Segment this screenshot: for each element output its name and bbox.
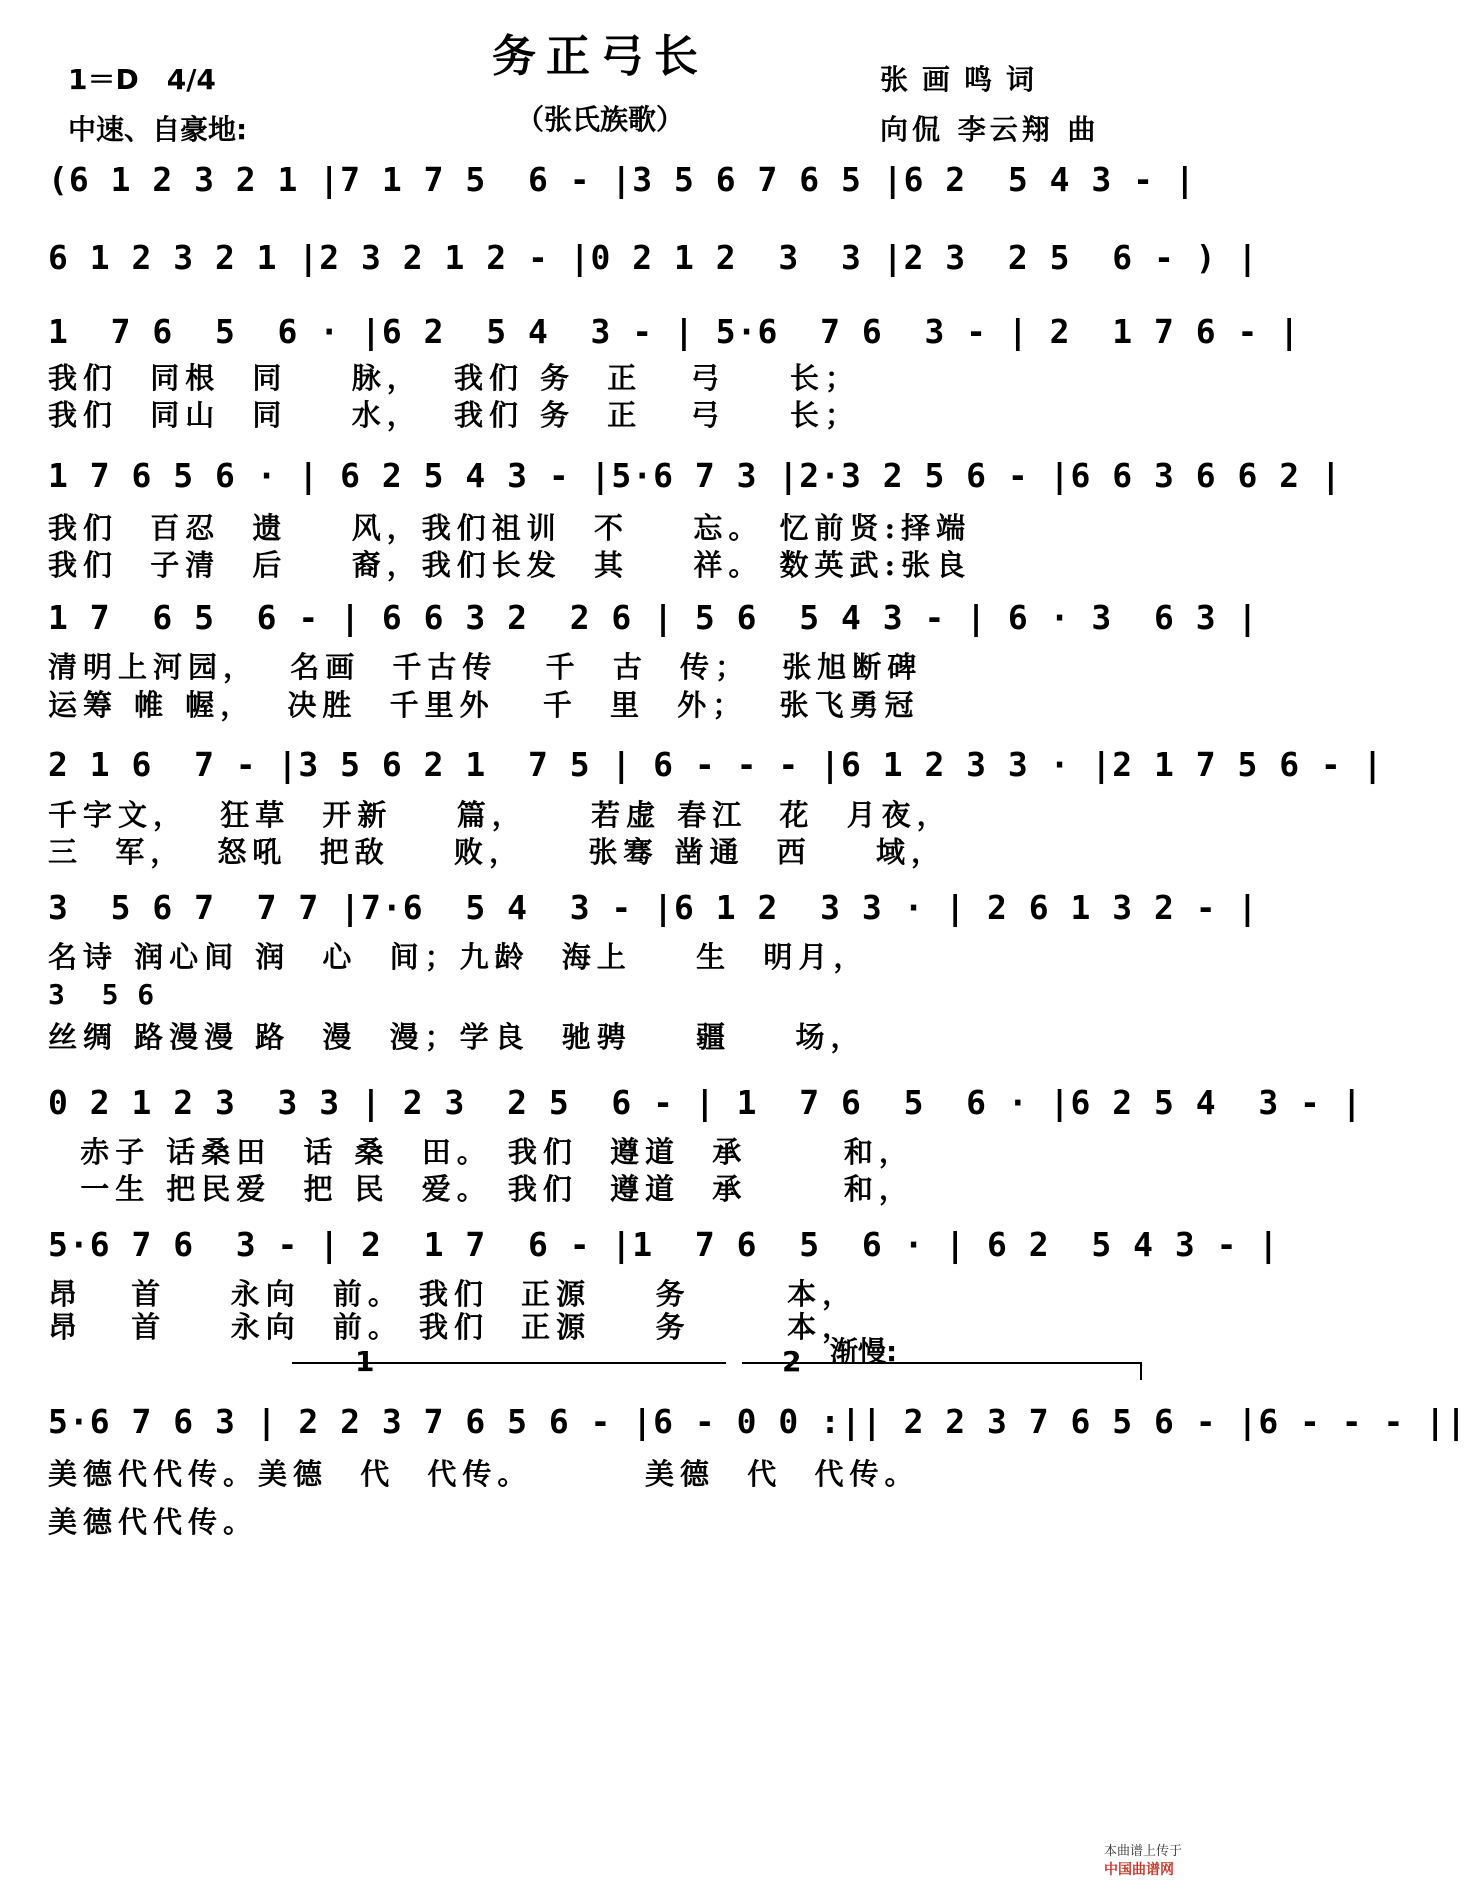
score-notes-line: (6 1 2 3 2 1 |7 1 7 5 6 - |3 5 6 7 6 5 |6 2 5 4 3 - | xyxy=(48,160,1196,199)
lyric-line: 清明上河园， 名画 千古传 千 古 传； 张旭断碑 xyxy=(48,650,923,684)
lyric-line: 三 军， 怒吼 把敌 败， 张骞 凿通 西 域， xyxy=(48,835,947,869)
upload-footer xyxy=(1096,1825,1182,1879)
score-notes-line: 5·6 7 6 3 - | 2 1 7 6 - |1 7 6 5 6 · | 6 2 5 4 3 - | xyxy=(48,1225,1280,1264)
lyric-line: 我们 同根 同 脉， 我们 务 正 弓 长； xyxy=(48,361,860,395)
score-notes-line: 3 5 6 7 7 7 |7·6 5 4 3 - |6 1 2 3 3 · | 2 6 1 3 2 - | xyxy=(48,888,1259,927)
lyricist-credit: 张画鸣词 xyxy=(880,63,1049,96)
second-ending-number: 2 xyxy=(782,1345,802,1378)
score-notes-line: 5·6 7 6 3 | 2 2 3 7 6 5 6 - |6 - 0 0 :|| 2 2 3 7 6 5 6 - |6 - - - || xyxy=(48,1402,1467,1441)
lyric-line: 我们 同山 同 水， 我们 务 正 弓 长； xyxy=(48,398,860,432)
score-notes-line: 1 7 6 5 6 · | 6 2 5 4 3 - |5·6 7 3 |2·3 2 5 6 - |6 6 3 6 6 2 | xyxy=(48,456,1342,495)
second-ending-tick xyxy=(1140,1362,1142,1380)
alt-notes-fragment: 3 5 6 xyxy=(48,978,156,1011)
lyric-line: 我们 子清 后 裔，我们长发 其 祥。 数英武:张良 xyxy=(48,548,972,582)
footer-uploaded-text: 本曲谱上传于 xyxy=(1103,1844,1182,1859)
key-signature: 1＝D 4/4 xyxy=(68,63,216,96)
tempo-marking: 中速、自豪地: xyxy=(68,113,248,146)
lyric-line: 昂 首 永向 前。 我们 正源 务 本， xyxy=(48,1310,858,1344)
lyric-line: 美德代代传。美德 代 代传。 美德 代 代传。 xyxy=(48,1457,920,1491)
lyric-line: 丝绸 路漫漫 路 漫 漫；学良 驰骋 疆 场， xyxy=(48,1020,866,1054)
lyric-line: 千字文， 狂草 开新 篇， 若虚 春江 花 月夜， xyxy=(48,798,952,832)
song-title: 务正弓长 xyxy=(492,31,708,82)
lyric-line: 运筹 帷 幄， 决胜 千里外 千 里 外； 张飞勇冠 xyxy=(48,688,920,722)
song-subtitle: （张氏族歌） xyxy=(515,103,684,136)
lyric-line: 美德代代传。 xyxy=(48,1505,259,1539)
composer-credit: 向侃 李云翔 曲 xyxy=(880,113,1100,146)
lyric-line: 我们 百忍 遗 风，我们祖训 不 忘。 忆前贤:择端 xyxy=(48,511,972,545)
lyric-line: 一生 把民爱 把 民 爱。 我们 遵道 承 和， xyxy=(48,1172,914,1206)
score-notes-line: 1 7 6 5 6 · |6 2 5 4 3 - | 5·6 7 6 3 - | 2 1 7 6 - | xyxy=(48,312,1301,351)
lyric-line: 名诗 润心间 润 心 间；九龄 海上 生 明月， xyxy=(48,940,869,974)
score-notes-line: 0 2 1 2 3 3 3 | 2 3 2 5 6 - | 1 7 6 5 6 · |6 2 5 4 3 - | xyxy=(48,1083,1363,1122)
first-ending-number: 1 xyxy=(355,1345,375,1378)
ritardando-marking: 渐慢: xyxy=(830,1335,898,1368)
score-notes-line: 6 1 2 3 2 1 |2 3 2 1 2 - |0 2 1 2 3 3 |2 3 2 5 6 - ) | xyxy=(48,238,1259,277)
lyric-line: 赤子 话桑田 话 桑 田。 我们 遵道 承 和， xyxy=(48,1135,914,1169)
second-ending-bracket xyxy=(742,1362,1142,1364)
lyric-line: 昂 首 永向 前。 我们 正源 务 本， xyxy=(48,1277,858,1311)
footer-site-link[interactable]: 中国曲谱网 xyxy=(1103,1862,1174,1878)
score-notes-line: 1 7 6 5 6 - | 6 6 3 2 2 6 | 5 6 5 4 3 - | 6 · 3 6 3 | xyxy=(48,598,1259,637)
score-notes-line: 2 1 6 7 - |3 5 6 2 1 7 5 | 6 - - - |6 1 2 3 3 · |2 1 7 5 6 - | xyxy=(48,745,1384,784)
